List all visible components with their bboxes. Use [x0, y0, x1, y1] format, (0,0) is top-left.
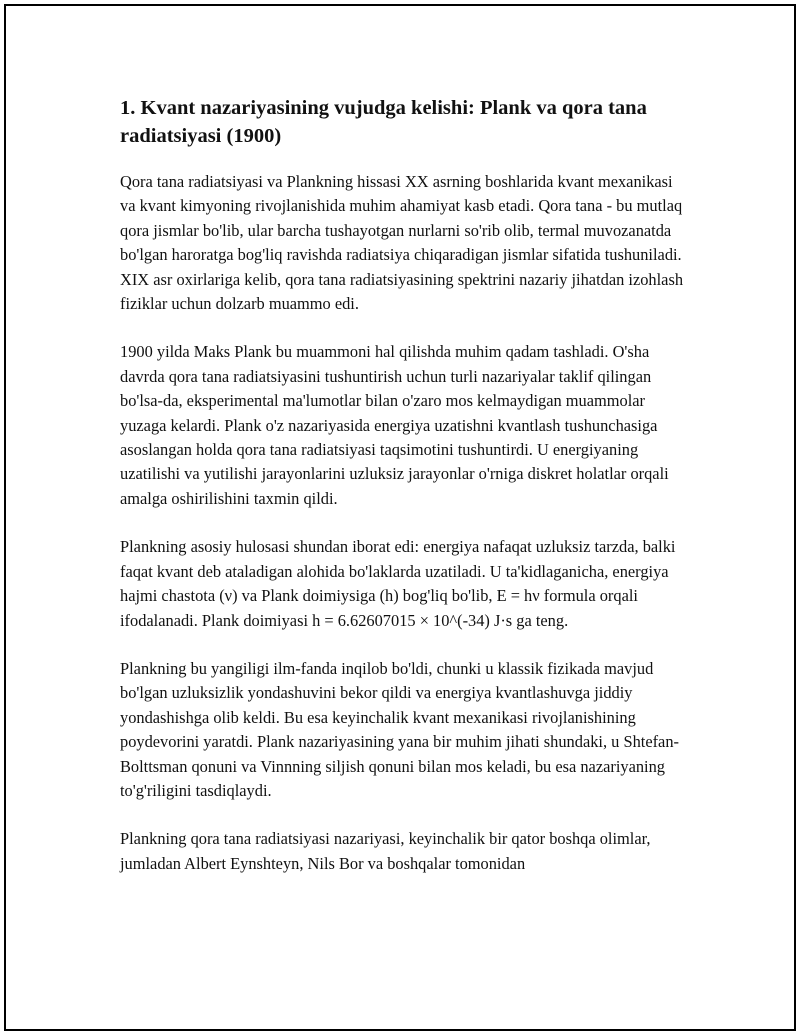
section-heading: 1. Kvant nazariyasining vujudga kelishi: Plank va qora tana radiatsiyasi (1900) [120, 97, 647, 147]
paragraph-1: Qora tana radiatsiyasi va Plankning hissasi XX asrning boshlarida kvant mexanikasi va kvant kimyoning rivojlanishida muhim ahamiyat kasb etadi. Qora tana - bu mutlaq qora jismlar bo'lib, ular barcha tushayotgan nurlarni so'rib olib, termal muvozanatda bo'lgan haroratga bog'liq ravishda radiatsiya chiqaradigan jismlar sifatida tushuniladi. XIX asr oxirlariga kelib, qora tana radiatsiyasining spektrini nazariy jihatdan izohlash fiziklar uchun dolzarb muammo edi. [120, 172, 684, 314]
paragraph-4: Plankning bu yangiligi ilm-fanda inqilob bo'ldi, chunki u klassik fizikada mavjud bo'lgan uzluksizlik yondashuvini bekor qildi va energiya kvantlashuvga jiddiy yondashishga olib keldi. Bu esa keyinchalik kvant mexanikasi rivojlanishining poydevorini yaratdi. Plank nazariyasining yana bir muhim jihati shundaki, u Shtefan-Bolttsman qonuni va Vinnning siljish qonuni bilan mos keladi, bu esa nazariyaning to'g'riligini tasdiqlaydi. [120, 658, 679, 800]
document-body [120, 94, 690, 900]
paragraph-2: 1900 yilda Maks Plank bu muammoni hal qilishda muhim qadam tashladi. O'sha davrda qora tana radiatsiyasini tushuntirish uchun turli nazariyalar taklif qilingan bo'lsa-da, eksperimental ma'lumotlar bilan o'zaro mos kelmaydigan muammolar yuzaga kelardi. Plank o'z nazariyasida energiya uzatishni kvantlash tushunchasiga asoslangan holda qora tana radiatsiyasi taqsimotini tushuntirdi. U energiyaning uzatilishi va yutilishi jarayonlarini uzluksiz jarayonlar o'rniga diskret holatlar orqali amalga oshirilishini taxmin qildi. [120, 342, 669, 508]
page-frame [4, 4, 796, 1031]
paragraph-5: Plankning qora tana radiatsiyasi nazariyasi, keyinchalik bir qator boshqa olimlar, jumladan Albert Eynshteyn, Nils Bor va boshqalar tomonidan [120, 829, 651, 873]
paragraph-3: Plankning asosiy hulosasi shundan iborat edi: energiya nafaqat uzluksiz tarzda, balki faqat kvant deb ataladigan alohida bo'laklarda uzatiladi. U ta'kidlaganicha, energiya hajmi chastota (ν) va Plank doimiysiga (h) bog'liq bo'lib, E = hν formula orqali ifodalanadi. Plank doimiyasi h = 6.62607015 × 10^(-34) J·s ga teng. [120, 537, 676, 630]
